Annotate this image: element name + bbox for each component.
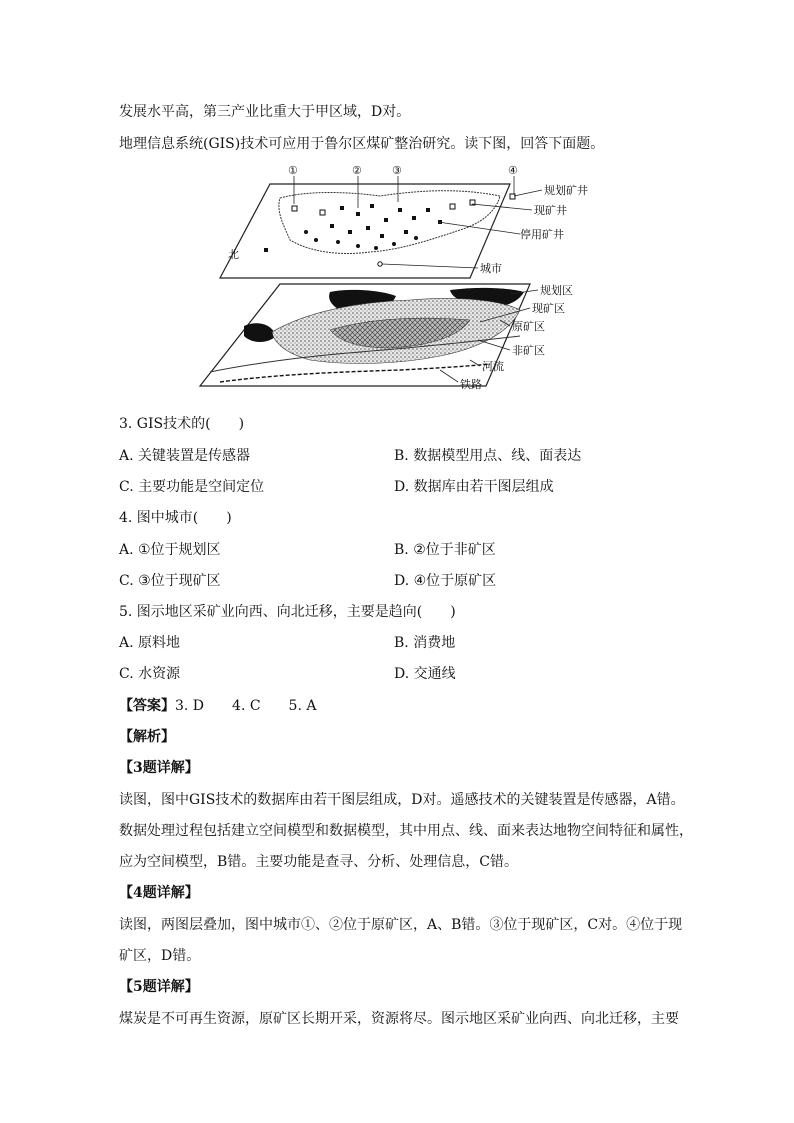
q5-option-b: B. 消费地 [394, 635, 456, 651]
q4-analysis-line-2: 矿区，D错。 [119, 948, 201, 964]
marker-1: ① [288, 164, 298, 177]
q3-option-b: B. 数据模型用点、线、面表达 [394, 448, 582, 464]
marker-3: ③ [392, 164, 402, 177]
q3-analysis-line-1: 读图，图中GIS技术的数据库由若干图层组成，D对。遥感技术的关键装置是传感器，A错。 [119, 792, 685, 808]
q4-analysis-line-1: 读图，两图层叠加，图中城市①、②位于原矿区，A、B错。③位于现矿区，C对。④位于现 [119, 917, 683, 933]
label-non-mining-area: 非矿区 [512, 344, 545, 357]
label-current-area: 现矿区 [532, 302, 565, 315]
label-city: 城市 [480, 262, 502, 275]
q5-option-d: D. 交通线 [394, 666, 456, 682]
q4-stem: 4. 图中城市( ) [119, 510, 232, 526]
q4-option-a: A. ①位于规划区 [119, 542, 221, 558]
gis-layer-figure [180, 160, 600, 396]
label-planned-area: 规划区 [540, 284, 573, 297]
q4-analysis-title: 【4题详解】 [119, 885, 199, 901]
analysis-label: 【解析】 [119, 729, 175, 745]
label-current-mine: 现矿井 [534, 204, 567, 217]
label-north: 北 [228, 248, 239, 261]
label-closed-mine: 停用矿井 [520, 228, 564, 241]
q5-option-c: C. 水资源 [119, 666, 181, 682]
q4-option-c: C. ③位于现矿区 [119, 573, 221, 589]
top-layer-plane [220, 184, 510, 278]
q4-option-d: D. ④位于原矿区 [394, 573, 497, 589]
intro-line-2: 地理信息系统(GIS)技术可应用于鲁尔区煤矿整治研究。读下图，回答下面题。 [119, 136, 605, 152]
q5-analysis-line-1: 煤炭是不可再生资源，原矿区长期开采，资源将尽。图示地区采矿业向西、向北迁移，主要 [119, 1011, 679, 1027]
q3-option-c: C. 主要功能是空间定位 [119, 479, 265, 495]
q3-analysis-line-3: 应为空间模型，B错。主要功能是查寻、分析、处理信息，C错。 [119, 854, 518, 870]
q4-option-b: B. ②位于非矿区 [394, 542, 496, 558]
intro-line-1: 发展水平高，第三产业比重大于甲区域，D对。 [119, 104, 411, 120]
answer-line [119, 696, 316, 716]
q3-stem: 3. GIS技术的( ) [119, 416, 245, 432]
q3-option-a: A. 关键装置是传感器 [119, 448, 251, 464]
answer-text: 3. D 4. C 5. A [175, 698, 317, 714]
q5-stem: 5. 图示地区采矿业向西、向北迁移，主要是趋向( ) [119, 604, 456, 620]
label-original-area: 原矿区 [512, 320, 545, 333]
marker-2: ② [352, 164, 362, 177]
q3-analysis-line-2: 数据处理过程包括建立空间模型和数据模型，其中用点、线、面来表达地物空间特征和属性， [119, 823, 693, 839]
label-planned-mine: 规划矿井 [544, 184, 588, 197]
label-railway: 铁路 [460, 378, 482, 391]
q3-analysis-title: 【3题详解】 [119, 760, 199, 776]
q3-option-d: D. 数据库由若干图层组成 [394, 479, 554, 495]
q5-analysis-title: 【5题详解】 [119, 979, 199, 995]
label-river: 河流 [482, 360, 504, 373]
marker-4: ④ [508, 164, 518, 177]
q5-option-a: A. 原料地 [119, 635, 181, 651]
answer-label: 【答案】 [119, 698, 175, 714]
